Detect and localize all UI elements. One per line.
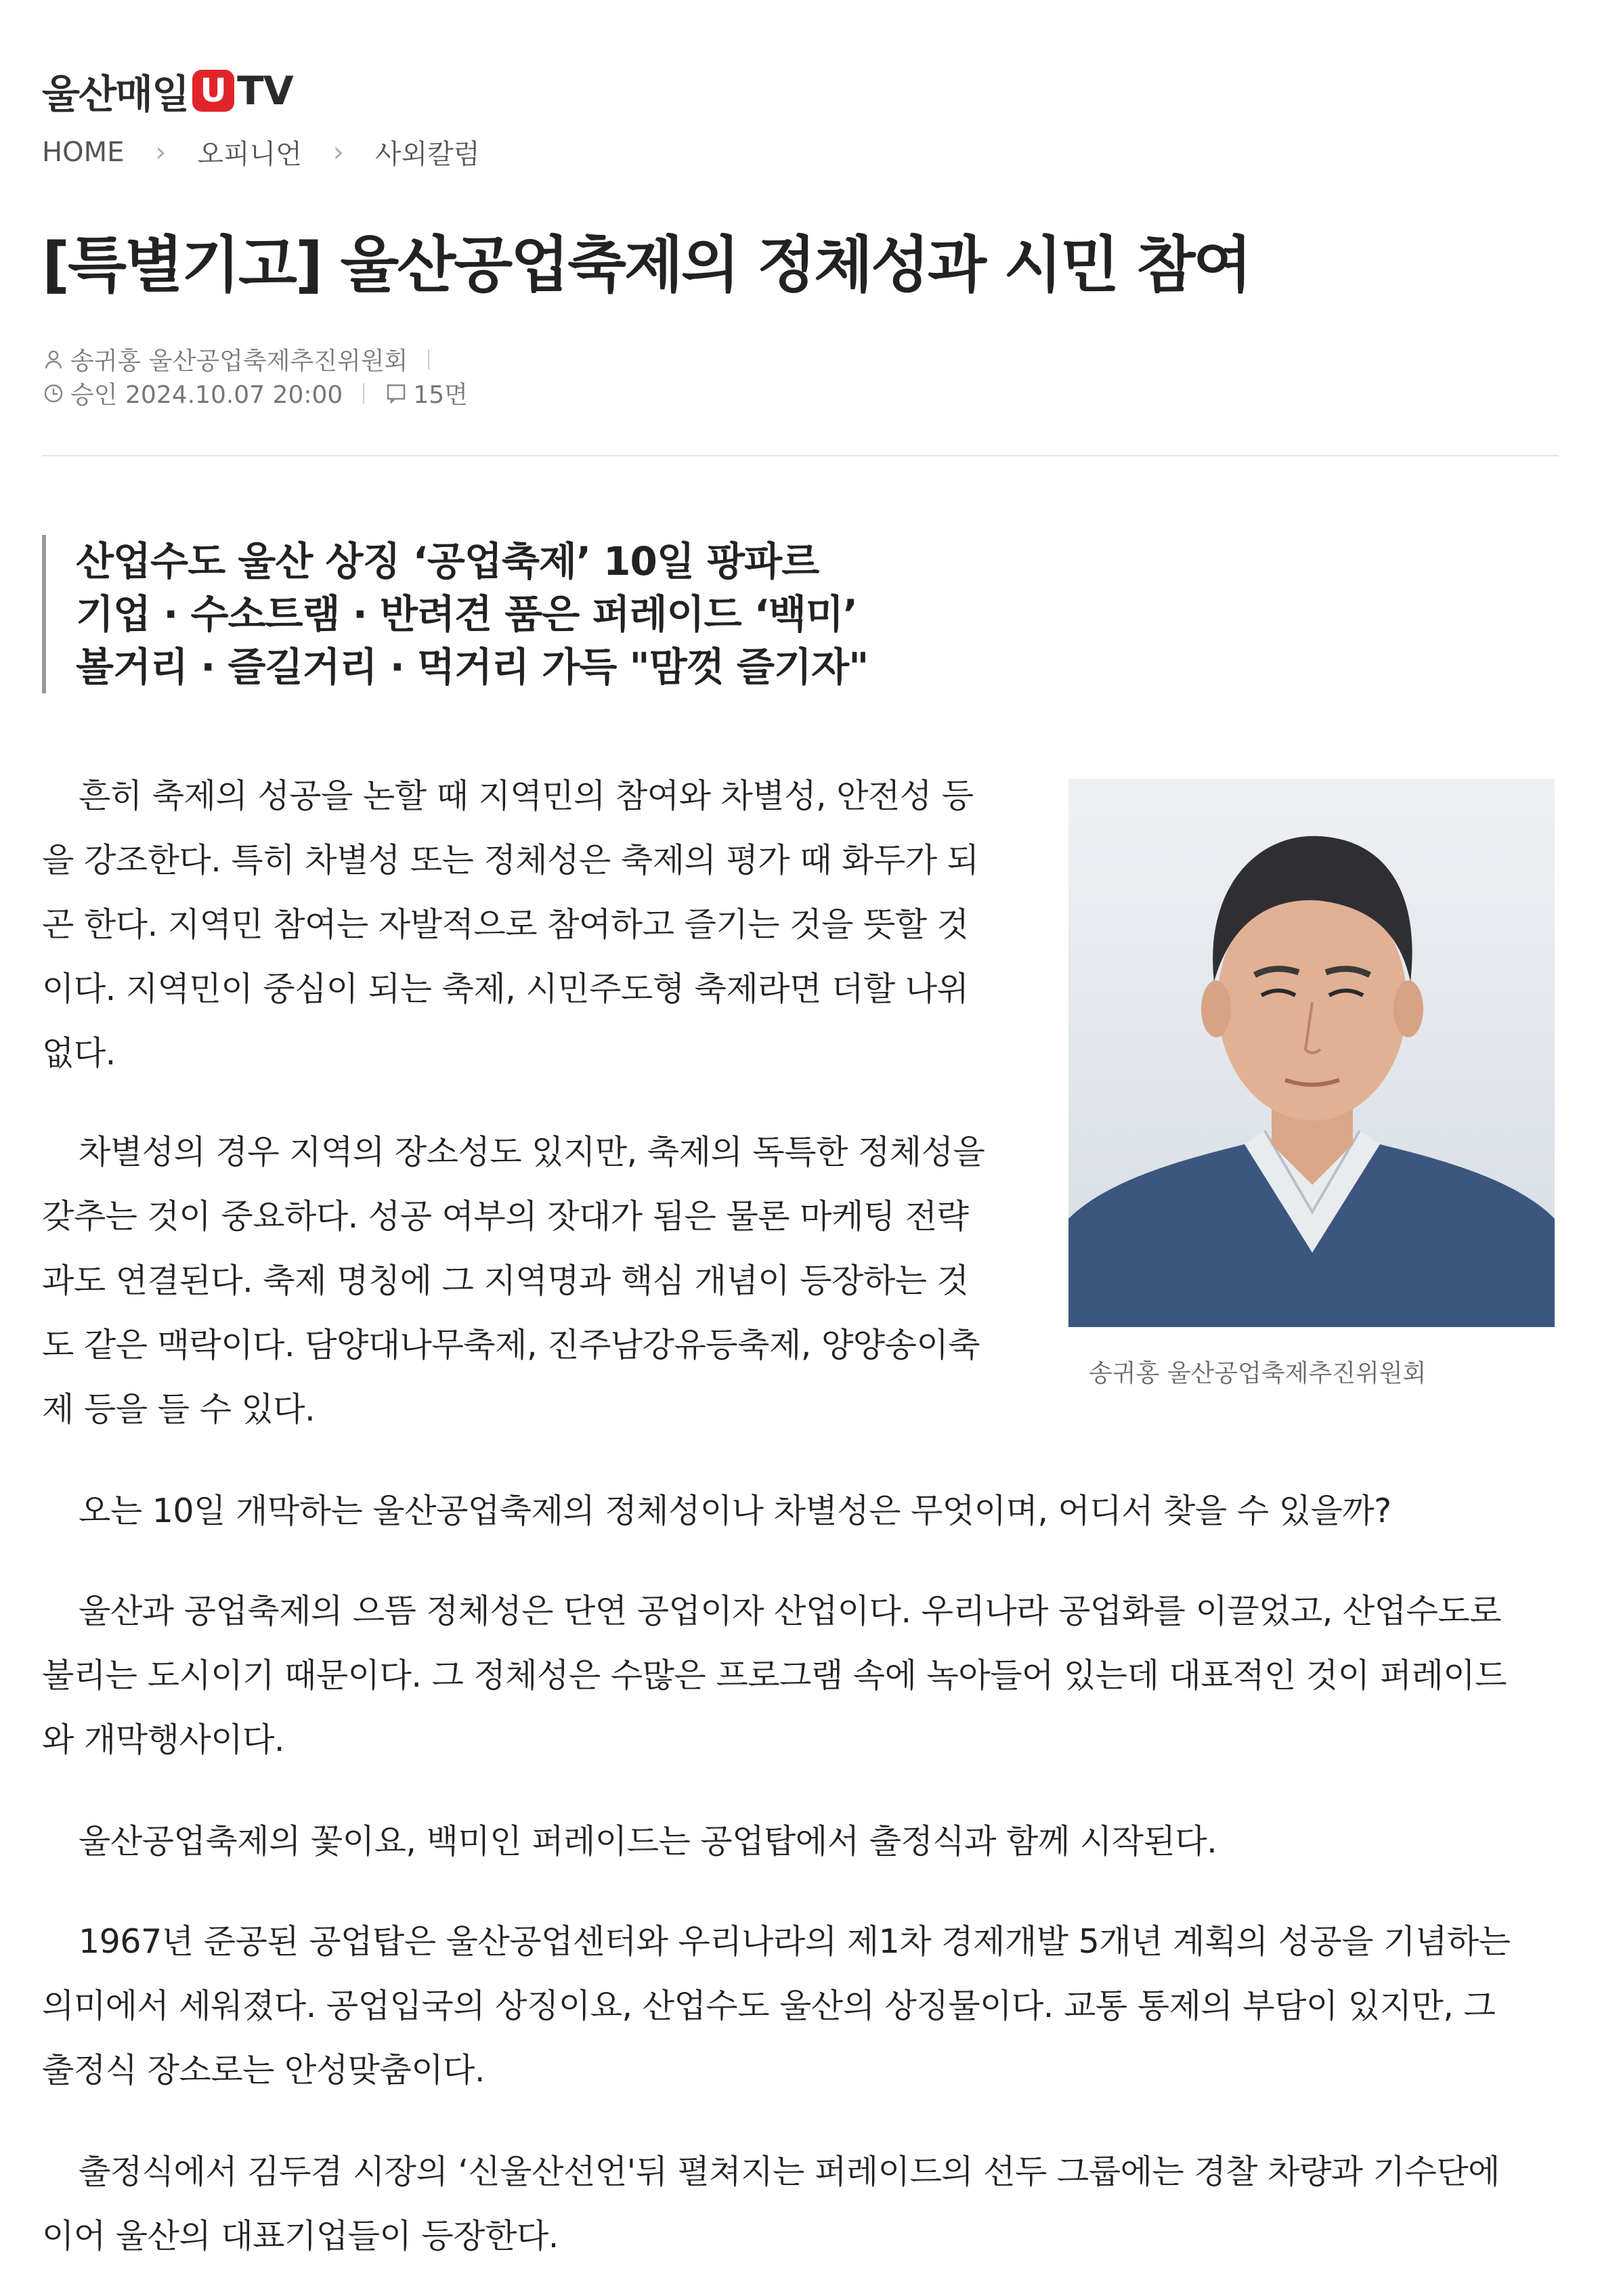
article-meta-author: [42, 342, 450, 376]
breadcrumb-home[interactable]: HOME: [42, 136, 125, 168]
comment-icon: [385, 383, 408, 404]
photo-caption: 송귀홍 울산공업축제추진위원회: [1089, 1360, 1427, 1387]
site-logo[interactable]: [42, 66, 293, 115]
text-line: 와 개막행사이다.: [42, 1720, 284, 1759]
text-line: 울산공업축제의 꽃이요, 백미인 퍼레이드는 공업탑에서 출정식과 함께 시작된다.: [79, 1822, 1217, 1861]
logo-tv: TV: [237, 68, 293, 114]
text-line: 갖추는 것이 중요하다. 성공 여부의 잣대가 됨은 물론 마케팅 전략: [42, 1197, 969, 1236]
divider: [363, 383, 364, 404]
subheadline-line: 기업 · 수소트램 · 반려견 품은 퍼레이드 ‘백미’: [76, 591, 857, 637]
text-line: 의미에서 세워졌다. 공업입국의 상징이요, 산업수도 울산의 상징물이다. 교통 통제의 부담이 있지만, 그: [42, 1987, 1496, 2025]
body-paragraph: [42, 764, 1003, 1085]
person-icon: [42, 349, 65, 370]
breadcrumb-section[interactable]: 오피니언: [197, 139, 302, 170]
text-line: 오는 10일 개막하는 울산공업축제의 정체성이나 차별성은 무엇이며, 어디서 찾을 수 있을까?: [79, 1492, 1391, 1530]
breadcrumb-subsection[interactable]: 사외칼럼: [374, 139, 480, 170]
text-line: 도 같은 맥락이다. 담양대나무축제, 진주남강유등축제, 양양송이축: [42, 1326, 980, 1364]
subheadline-line: 볼거리 · 즐길거리 · 먹거리 가득 "맘껏 즐기자": [76, 644, 869, 690]
article-meta-date: [42, 376, 468, 410]
text-line: 곤 한다. 지역민 참여는 자발적으로 참여하고 즐기는 것을 뜻할 것: [42, 905, 969, 944]
body-paragraph: [42, 1479, 1559, 1543]
text-line: 출정식에서 김두겸 시장의 ‘신울산선언'뒤 펼쳐지는 퍼레이드의 선두 그룹에는 경찰 차량과 기수단에: [79, 2152, 1500, 2191]
clock-icon: [42, 383, 65, 404]
approved-date: 승인 2024.10.07 20:00: [70, 381, 343, 409]
text-line: 차별성의 경우 지역의 장소성도 있지만, 축제의 독특한 정체성을: [79, 1133, 985, 1171]
text-line: 출정식 장소로는 안성맞춤이다.: [42, 2051, 485, 2089]
header-divider: [42, 455, 1559, 456]
text-line: 불리는 도시이기 때문이다. 그 정체성은 수많은 프로그램 속에 녹아들어 있는데 대표적인 것이 퍼레이드: [42, 1656, 1507, 1695]
text-line: 과도 연결된다. 축제 명칭에 그 지역명과 핵심 개념이 등장하는 것: [42, 1261, 969, 1300]
author-name[interactable]: 송귀홍 울산공업축제추진위원회: [70, 347, 408, 375]
body-paragraph: [42, 1809, 1559, 1873]
text-line: 이다. 지역민이 중심이 되는 축제, 시민주도형 축제라면 더할 나위: [42, 970, 969, 1008]
text-line: 울산과 공업축제의 으뜸 정체성은 단연 공업이자 산업이다. 우리나라 공업화를 이끌었고, 산업수도로: [79, 1592, 1502, 1630]
chevron-right-icon: ›: [155, 136, 167, 168]
text-line: 없다.: [42, 1034, 116, 1073]
chevron-right-icon: ›: [332, 136, 344, 168]
logo-text: 울산매일: [42, 71, 189, 117]
text-line: 1967년 준공된 공업탑은 울산공업센터와 우리나라의 제1차 경제개발 5개년 계획의 성공을 기념하는: [79, 1922, 1511, 1961]
text-line: 제 등을 들 수 있다.: [42, 1390, 316, 1429]
logo-u-mark: U: [192, 70, 234, 112]
subheadline: [42, 535, 868, 693]
body-paragraph: [42, 2140, 1559, 2268]
body-paragraph: [42, 1120, 1003, 1442]
text-line: 을 강조한다. 특히 차별성 또는 정체성은 축제의 평가 때 화두가 되: [42, 841, 979, 880]
author-photo[interactable]: [1068, 779, 1555, 1327]
breadcrumb: [42, 133, 479, 171]
page-count: 15면: [413, 381, 468, 409]
page-title: [특별기고] 울산공업축제의 정체성과 시민 참여: [42, 230, 1251, 301]
body-paragraph: [42, 1909, 1559, 2102]
subheadline-line: 산업수도 울산 상징 ‘공업축제’ 10일 팡파르: [76, 538, 819, 584]
divider: [428, 349, 429, 370]
text-line: 흔히 축제의 성공을 논할 때 지역민의 참여와 차별성, 안전성 등: [79, 777, 974, 815]
body-paragraph: [42, 1579, 1559, 1772]
text-line: 이어 울산의 대표기업들이 등장한다.: [42, 2217, 559, 2255]
